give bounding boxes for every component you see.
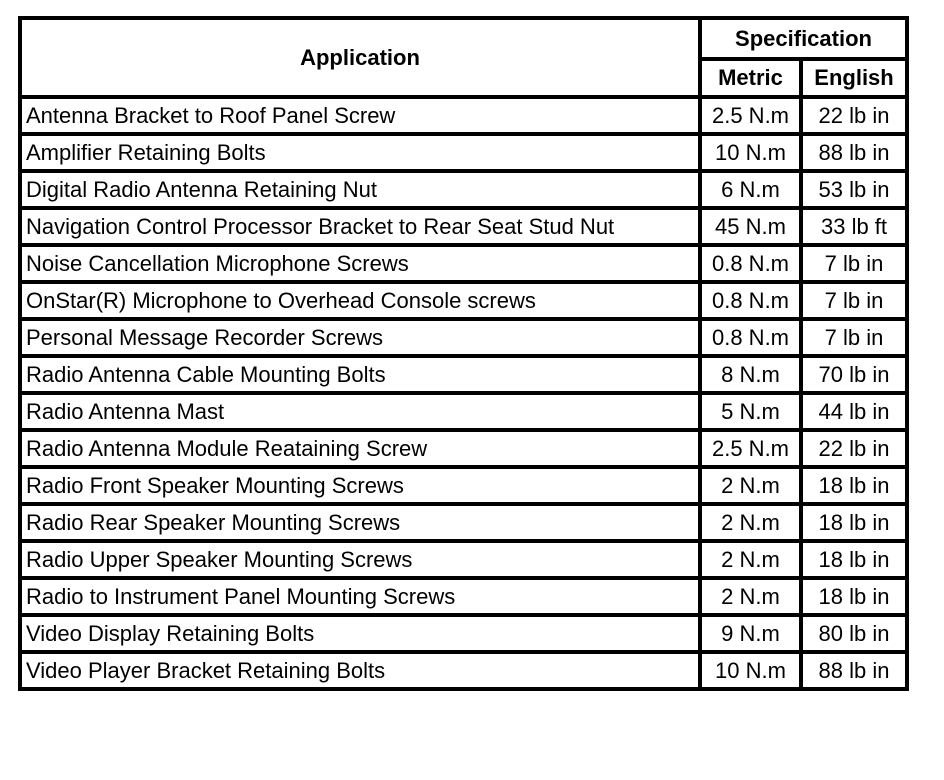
table-row — [20, 504, 907, 541]
cell-metric: 0.8 N.m — [700, 245, 801, 282]
cell-application: Digital Radio Antenna Retaining Nut — [20, 171, 700, 208]
cell-english: 44 lb in — [801, 393, 907, 430]
cell-application: Radio Upper Speaker Mounting Screws — [20, 541, 700, 578]
cell-metric: 2.5 N.m — [700, 430, 801, 467]
cell-english: 88 lb in — [801, 134, 907, 171]
table-row — [20, 97, 907, 134]
table-row — [20, 578, 907, 615]
cell-english: 22 lb in — [801, 430, 907, 467]
cell-metric: 2.5 N.m — [700, 97, 801, 134]
cell-metric: 0.8 N.m — [700, 319, 801, 356]
cell-application: Amplifier Retaining Bolts — [20, 134, 700, 171]
cell-english: 18 lb in — [801, 504, 907, 541]
cell-english: 18 lb in — [801, 467, 907, 504]
cell-application: Navigation Control Processor Bracket to Rear Seat Stud Nut — [20, 208, 700, 245]
cell-metric: 2 N.m — [700, 578, 801, 615]
cell-application: Video Display Retaining Bolts — [20, 615, 700, 652]
cell-english: 80 lb in — [801, 615, 907, 652]
cell-english: 88 lb in — [801, 652, 907, 689]
cell-english: 22 lb in — [801, 97, 907, 134]
table-row — [20, 356, 907, 393]
table-row — [20, 615, 907, 652]
table-row — [20, 245, 907, 282]
cell-english: 7 lb in — [801, 319, 907, 356]
cell-application: Video Player Bracket Retaining Bolts — [20, 652, 700, 689]
cell-metric: 5 N.m — [700, 393, 801, 430]
header-metric: Metric — [700, 59, 801, 97]
cell-application: Personal Message Recorder Screws — [20, 319, 700, 356]
cell-metric: 6 N.m — [700, 171, 801, 208]
cell-metric: 9 N.m — [700, 615, 801, 652]
cell-application: Radio Antenna Module Reataining Screw — [20, 430, 700, 467]
cell-metric: 2 N.m — [700, 504, 801, 541]
table-row — [20, 282, 907, 319]
cell-application: Radio Antenna Cable Mounting Bolts — [20, 356, 700, 393]
table-row — [20, 467, 907, 504]
cell-application: Radio Antenna Mast — [20, 393, 700, 430]
cell-english: 70 lb in — [801, 356, 907, 393]
cell-metric: 45 N.m — [700, 208, 801, 245]
table-row — [20, 208, 907, 245]
table-row — [20, 319, 907, 356]
cell-english: 53 lb in — [801, 171, 907, 208]
header-specification: Specification — [700, 18, 907, 59]
cell-metric: 10 N.m — [700, 134, 801, 171]
cell-application: Radio Rear Speaker Mounting Screws — [20, 504, 700, 541]
cell-english: 7 lb in — [801, 282, 907, 319]
cell-metric: 2 N.m — [700, 541, 801, 578]
header-english: English — [801, 59, 907, 97]
fastener-spec-table — [18, 16, 909, 691]
cell-metric: 10 N.m — [700, 652, 801, 689]
table-row — [20, 171, 907, 208]
header-application: Application — [20, 18, 700, 97]
table-row — [20, 393, 907, 430]
cell-application: Noise Cancellation Microphone Screws — [20, 245, 700, 282]
cell-english: 18 lb in — [801, 578, 907, 615]
table-row — [20, 652, 907, 689]
cell-application: Radio Front Speaker Mounting Screws — [20, 467, 700, 504]
table-row — [20, 430, 907, 467]
cell-application: Antenna Bracket to Roof Panel Screw — [20, 97, 700, 134]
cell-english: 7 lb in — [801, 245, 907, 282]
cell-english: 33 lb ft — [801, 208, 907, 245]
table-body — [20, 97, 907, 689]
cell-metric: 0.8 N.m — [700, 282, 801, 319]
cell-application: OnStar(R) Microphone to Overhead Console screws — [20, 282, 700, 319]
cell-metric: 2 N.m — [700, 467, 801, 504]
cell-application: Radio to Instrument Panel Mounting Screws — [20, 578, 700, 615]
cell-metric: 8 N.m — [700, 356, 801, 393]
table-row — [20, 134, 907, 171]
cell-english: 18 lb in — [801, 541, 907, 578]
table-row — [20, 541, 907, 578]
